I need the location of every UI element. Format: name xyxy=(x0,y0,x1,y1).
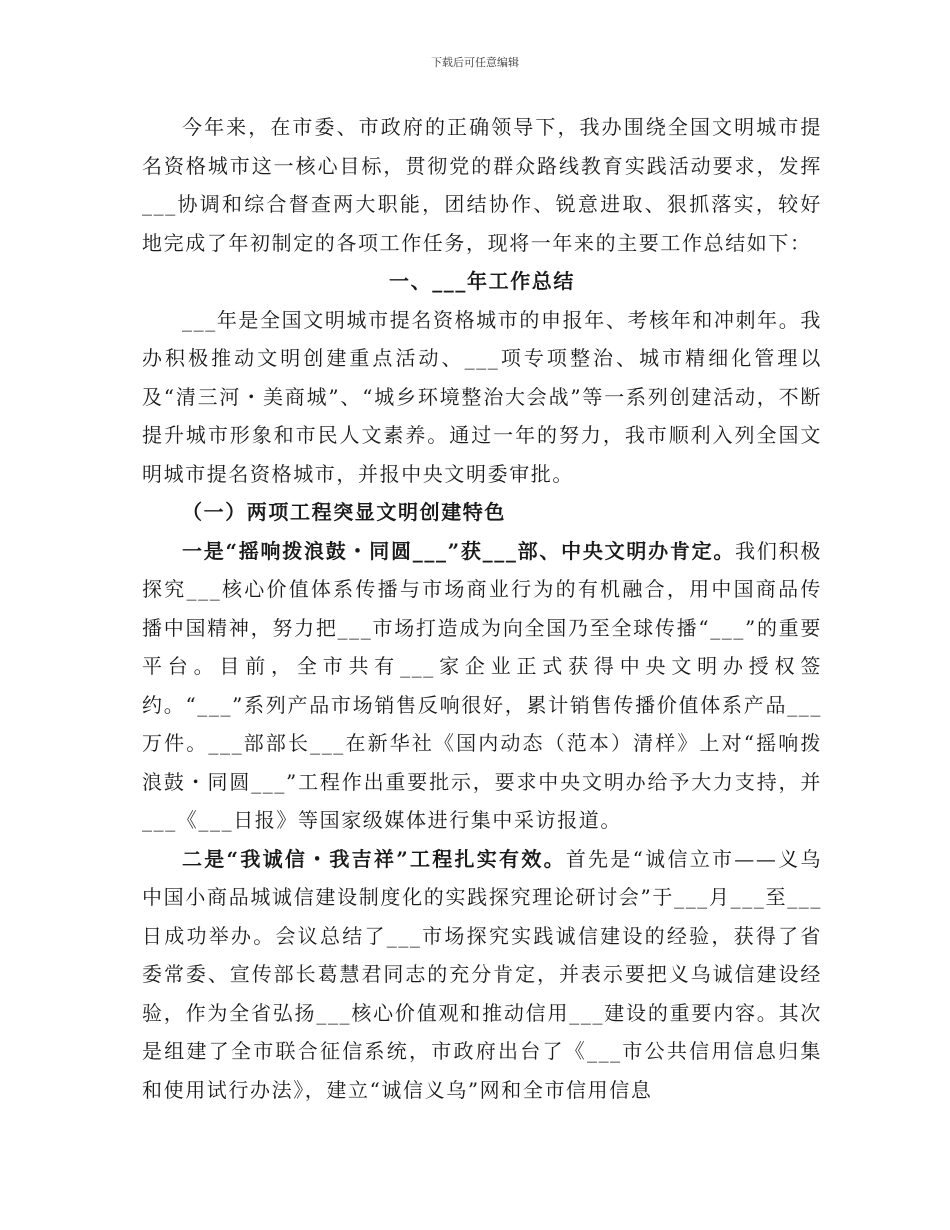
intro-paragraph: 今年来，在市委、市政府的正确领导下，我办围绕全国文明城市提名资格城市这一核心目标，贯彻党的群众路线教育实践活动要求，发挥___协调和综合督查两大职能，团结协作、锐意进取、狠抓落实，较好地完成了年初制定的各项工作任务，现将一年来的主要工作总结如下： xyxy=(142,115,822,255)
section-paragraph: ___年是全国文明城市提名资格城市的申报年、考核年和冲刺年。我办积极推动文明创建重点活动、___项专项整治、城市精细化管理以及“清三河・美商城”、“城乡环境整治大会战”等一系列创建活动，不断提升城市形象和市民人文素养。通过一年的努力，我市顺利入列全国文明城市提名资格城市，并报中央文明委审批。 xyxy=(142,307,822,486)
item-two-body: 首先是“诚信立市——义乌中国小商品城诚信建设制度化的实践探究理论研讨会”于___月___至___日成功举办。会议总结了___市场探究实践诚信建设的经验，获得了省委常委、宣传部长葛慧君同志的充分肯定，并表示要把义乌诚信建设经验，作为全省弘扬___核心价值观和推动信用___建设的重要内容。其次是组建了全市联合征信系统，市政府出台了《___市公共信用信息归集和使用试行办法》，建立“诚信义乌”网和全市信用信息 xyxy=(142,846,822,1102)
item-one-body: 我们积极探究___核心价值体系传播与市场商业行为的有机融合，用中国商品传播中国精神，努力把___市场打造成为向全国乃至全球传播“___”的重要平台。目前，全市共有___家企业正式获得中央文明办授权签约。“___”系列产品市场销售反响很好，累计销售传播价值体系产品___万件。___部部长___在新华社《国内动态（范本）清样》上对“摇响拨浪鼓・同圆___”工程作出重要批示，要求中央文明办给予大力支持，并___《___日报》等国家级媒体进行集中采访报道。 xyxy=(142,538,822,832)
document-body xyxy=(142,108,822,1109)
item-one-lead: 一是“摇响拨浪鼓・同圆___”获___部、中央文明办肯定。 xyxy=(182,538,736,563)
item-one-paragraph xyxy=(142,532,822,840)
item-two-paragraph xyxy=(142,840,822,1110)
section-heading: 一、___年工作总结 xyxy=(389,269,575,293)
item-two-lead: 二是“我诚信・我吉祥”工程扎实有效。 xyxy=(182,846,566,871)
subsection-heading: （一）两项工程突显文明创建特色 xyxy=(182,500,506,524)
page-header: 下载后可任意编辑 xyxy=(431,56,519,69)
